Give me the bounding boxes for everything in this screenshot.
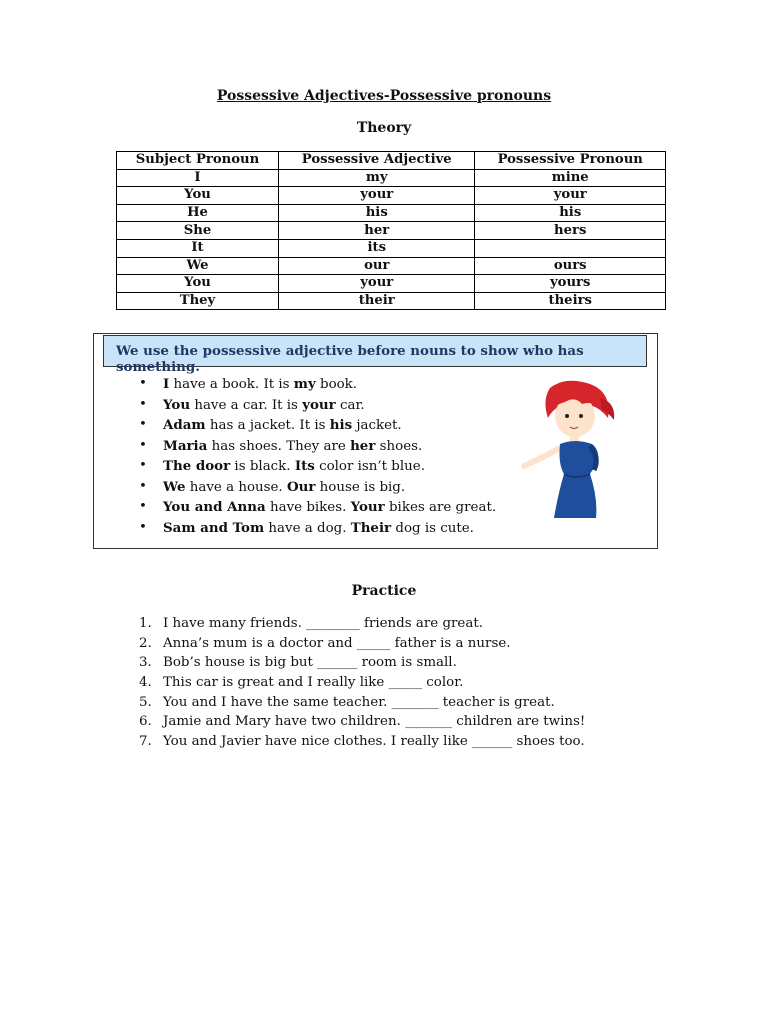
- list-item: [137, 456, 496, 477]
- exercise-item: [137, 732, 585, 752]
- column-header: Possessive Adjective: [279, 152, 475, 170]
- example-text: dog is cute.: [391, 520, 474, 536]
- table-cell: your: [475, 187, 666, 205]
- example-text: color isn’t blue.: [314, 459, 425, 474]
- example-text: jacket.: [352, 418, 402, 433]
- table-cell: his: [279, 204, 475, 222]
- table-cell: his: [475, 204, 666, 222]
- column-header: Subject Pronoun: [117, 152, 279, 170]
- table-cell: I: [117, 169, 279, 187]
- table-cell: our: [279, 257, 475, 275]
- table-cell: You: [117, 187, 279, 205]
- bullet-icon: •: [139, 396, 147, 412]
- table-cell: your: [279, 275, 475, 293]
- example-text: bikes are great.: [384, 500, 497, 515]
- example-text: have a car. It is: [190, 397, 303, 413]
- list-item: [137, 415, 496, 436]
- table-cell: [475, 239, 666, 257]
- exercise-text: You and Javier have nice clothes. I really like ______ shoes too.: [163, 734, 585, 750]
- list-item: [137, 497, 496, 518]
- exercise-text: Jamie and Mary have two children. _______ children are twins!: [163, 714, 586, 730]
- example-text: have a house.: [185, 479, 287, 495]
- column-header: Possessive Pronoun: [475, 152, 666, 170]
- example-text: has a jacket. It is: [205, 418, 330, 433]
- page-title: Possessive Adjectives-Possessive pronouns: [216, 88, 552, 104]
- example-text: car.: [335, 397, 365, 413]
- emphasized-text: Maria: [163, 437, 208, 454]
- list-item: [137, 436, 496, 457]
- exercise-item: [137, 673, 585, 693]
- example-text: is black.: [230, 459, 295, 474]
- exercise-item: [137, 653, 585, 673]
- list-item: [137, 518, 496, 539]
- table-row: [117, 275, 666, 293]
- emphasized-text: Its: [294, 458, 315, 474]
- exercise-item: [137, 693, 585, 713]
- list-item: [137, 395, 496, 416]
- exercise-number: 3.: [139, 655, 152, 671]
- bullet-icon: •: [139, 478, 147, 494]
- exercise-number: 4.: [139, 675, 152, 691]
- emphasized-text: We: [163, 478, 186, 495]
- example-text: has shoes. They are: [207, 438, 351, 454]
- exercise-number: 6.: [139, 714, 152, 730]
- emphasized-text: I: [163, 376, 170, 392]
- table-cell: ours: [475, 257, 666, 275]
- emphasized-text: his: [329, 417, 353, 433]
- table-header-row: [117, 152, 666, 170]
- table-cell: her: [279, 222, 475, 240]
- example-text: have a book. It is: [169, 377, 294, 392]
- bullet-icon: •: [139, 458, 147, 473]
- exercise-item: [137, 712, 585, 732]
- bullet-icon: •: [139, 499, 147, 514]
- exercise-text: You and I have the same teacher. _______ teacher is great.: [163, 694, 555, 710]
- exercise-number: 7.: [139, 734, 152, 750]
- emphasized-text: your: [302, 396, 336, 413]
- table-cell: She: [117, 222, 279, 240]
- bullet-icon: •: [139, 417, 147, 432]
- table-cell: my: [279, 169, 475, 187]
- table-cell: It: [117, 239, 279, 257]
- exercise-text: This car is great and I really like _____ color.: [163, 675, 464, 691]
- rule-banner: [103, 335, 647, 375]
- emphasized-text: my: [293, 376, 316, 392]
- exercise-number: 5.: [139, 694, 152, 710]
- pronoun-table: [116, 151, 666, 310]
- table-cell: their: [279, 292, 475, 310]
- rule-banner-text: We use the possessive adjective before nouns to show who has something.: [116, 343, 584, 375]
- table-cell: theirs: [475, 292, 666, 310]
- table-cell: your: [279, 187, 475, 205]
- exercise-text: I have many friends. ________ friends are great.: [163, 616, 483, 631]
- table-cell: You: [117, 275, 279, 293]
- table-row: [117, 292, 666, 310]
- emphasized-text: Their: [350, 519, 392, 536]
- exercise-text: Bob’s house is big but ______ room is small.: [163, 655, 457, 671]
- example-text: have a dog.: [264, 520, 351, 536]
- exercise-number: 1.: [139, 616, 152, 631]
- emphasized-text: Your: [350, 499, 385, 515]
- list-item: [137, 374, 496, 395]
- examples-list: [137, 374, 496, 538]
- example-text: book.: [315, 377, 358, 392]
- table-row: [117, 204, 666, 222]
- exercise-text: Anna’s mum is a doctor and _____ father is a nurse.: [163, 635, 511, 651]
- example-text: have bikes.: [265, 500, 351, 515]
- example-text: house is big.: [315, 479, 406, 495]
- table-cell: yours: [475, 275, 666, 293]
- table-row: [117, 222, 666, 240]
- exercise-number: 2.: [139, 635, 152, 651]
- emphasized-text: The door: [163, 458, 231, 474]
- list-item: [137, 477, 496, 498]
- emphasized-text: Our: [286, 478, 316, 495]
- table-cell: hers: [475, 222, 666, 240]
- emphasized-text: You and Anna: [163, 499, 266, 515]
- girl-illustration-icon: [520, 378, 620, 523]
- table-cell: We: [117, 257, 279, 275]
- example-text: shoes.: [375, 438, 423, 454]
- table-row: [117, 239, 666, 257]
- table-row: [117, 257, 666, 275]
- emphasized-text: her: [350, 437, 376, 454]
- bullet-icon: •: [139, 437, 147, 453]
- exercise-list: [137, 614, 585, 752]
- table-cell: its: [279, 239, 475, 257]
- bullet-icon: •: [139, 519, 147, 535]
- table-row: [117, 169, 666, 187]
- exercise-item: [137, 614, 585, 634]
- practice-heading: Practice: [351, 583, 417, 599]
- emphasized-text: You: [163, 396, 191, 413]
- emphasized-text: Adam: [163, 417, 206, 433]
- bullet-icon: •: [139, 376, 147, 391]
- emphasized-text: Sam and Tom: [163, 519, 265, 536]
- theory-heading: Theory: [356, 120, 412, 136]
- table-cell: mine: [475, 169, 666, 187]
- table-cell: They: [117, 292, 279, 310]
- exercise-item: [137, 634, 585, 654]
- table-cell: He: [117, 204, 279, 222]
- table-row: [117, 187, 666, 205]
